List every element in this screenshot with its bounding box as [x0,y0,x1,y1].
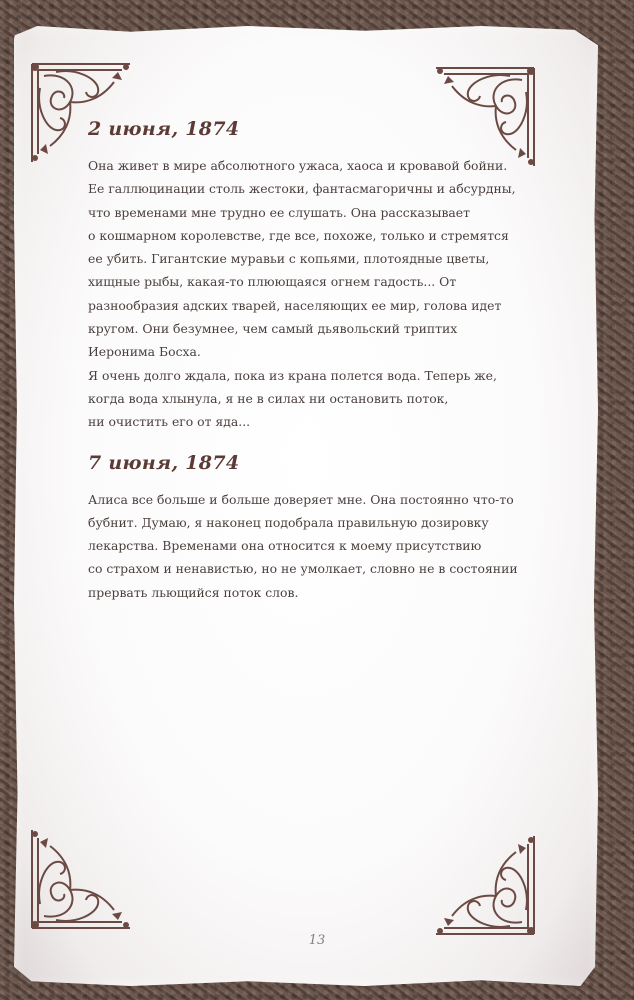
entry-paragraph: Алиса все больше и больше доверяет мне. Она постоянно что-то бубнит. Думаю, я наконец подобрала правильную дозировку лекарства. Временами она относится к моему присутствию со страхом и ненавистью, но не умолкает, словно не в состоянии прервать льющийся поток слов. [88,491,518,600]
ornament-corner-bottom-left-icon [26,824,136,934]
diary-entry [88,118,528,434]
diary-entry [88,452,528,604]
entry-paragraph: Я очень долго ждала, пока из крана полется вода. Теперь же, когда вода хлынула, я не в силах ни остановить поток, ни очистить его от яда... [88,367,497,430]
entry-date: 2 июня, 1874 [88,118,240,140]
diary-content [88,118,528,622]
entry-date: 7 июня, 1874 [88,451,240,474]
entry-paragraph: Она живет в мире абсолютного ужаса, хаоса и кровавой бойни. Ее галлюцинации столь жестоки, фантасмагоричны и абсурдны, что временами мне трудно ее слушать. Она рассказывает о кошмарном королевстве, где все, похоже, только и стремятся ее убить. Гигантские муравьи с копьями, плотоядные цветы, хищные рыбы, какая-то плюющаяся огнем гадость... От разнообразия адских тварей, населяющих ее мир, голова идет кругом. Они безумнее, чем самый дьявольский триптих Иеронима Босха. [88,158,516,360]
page-number: 13 [308,933,326,948]
ornament-corner-bottom-right-icon [430,830,540,940]
